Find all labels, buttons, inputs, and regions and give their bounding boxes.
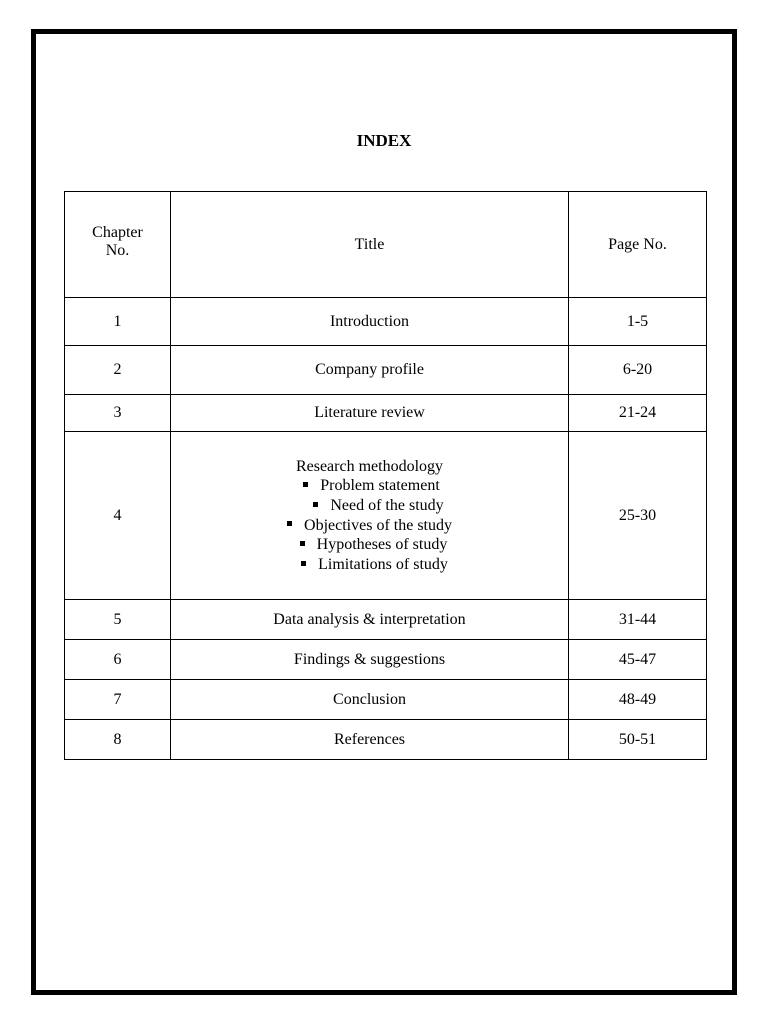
page-range: 45-47 bbox=[569, 640, 707, 680]
chapter-title: Research methodology bbox=[295, 457, 444, 475]
subitem bbox=[291, 476, 452, 496]
page-range: 25-30 bbox=[569, 432, 707, 600]
bullet-icon bbox=[313, 502, 318, 507]
table-row bbox=[65, 680, 707, 720]
page-title: INDEX bbox=[356, 131, 412, 150]
table-row bbox=[65, 720, 707, 760]
subitem bbox=[305, 496, 452, 516]
header-title-label: Title bbox=[354, 235, 385, 253]
table-header-row bbox=[65, 192, 707, 298]
page-range: 1-5 bbox=[569, 298, 707, 346]
page-range: 48-49 bbox=[569, 680, 707, 720]
table-row bbox=[65, 395, 707, 432]
chapter-title-cell bbox=[171, 432, 569, 600]
header-chapter-cell bbox=[65, 192, 171, 298]
table-row bbox=[65, 298, 707, 346]
subitem-label: Objectives of the study bbox=[304, 516, 452, 534]
page-range: 6-20 bbox=[569, 346, 707, 395]
chapter-title: References bbox=[171, 720, 569, 760]
table-row bbox=[65, 600, 707, 640]
table-row bbox=[65, 432, 707, 600]
chapter-number: 2 bbox=[65, 346, 171, 395]
index-table bbox=[64, 191, 707, 760]
subitem bbox=[295, 535, 452, 555]
header-page-label: Page No. bbox=[608, 235, 667, 253]
chapter-title: Literature review bbox=[171, 395, 569, 432]
table-row bbox=[65, 640, 707, 680]
bullet-icon bbox=[303, 482, 308, 487]
chapter-number: 1 bbox=[65, 298, 171, 346]
chapter-number: 5 bbox=[65, 600, 171, 640]
page-range: 50-51 bbox=[569, 720, 707, 760]
header-title-cell bbox=[171, 192, 569, 298]
chapter-title: Company profile bbox=[171, 346, 569, 395]
subitem-label: Limitations of study bbox=[318, 555, 448, 573]
header-chapter-label: Chapter No. bbox=[92, 224, 143, 259]
subitem bbox=[287, 516, 452, 536]
page-range: 31-44 bbox=[569, 600, 707, 640]
chapter-number: 4 bbox=[65, 432, 171, 600]
chapter-number: 7 bbox=[65, 680, 171, 720]
chapter-number: 8 bbox=[65, 720, 171, 760]
chapter-title: Findings & suggestions bbox=[171, 640, 569, 680]
bullet-icon bbox=[287, 521, 292, 526]
page-range: 21-24 bbox=[569, 395, 707, 432]
bullet-icon bbox=[300, 541, 305, 546]
chapter-number: 6 bbox=[65, 640, 171, 680]
bullet-icon bbox=[301, 561, 306, 566]
subitem bbox=[297, 555, 452, 575]
table-row bbox=[65, 346, 707, 395]
chapter-title: Introduction bbox=[171, 298, 569, 346]
chapter-number: 3 bbox=[65, 395, 171, 432]
chapter-title: Data analysis & interpretation bbox=[171, 600, 569, 640]
methodology-block bbox=[287, 457, 452, 575]
header-page-cell bbox=[569, 192, 707, 298]
subitem-label: Problem statement bbox=[320, 477, 440, 495]
subitem-label: Need of the study bbox=[330, 496, 444, 514]
chapter-title: Conclusion bbox=[171, 680, 569, 720]
subitem-label: Hypotheses of study bbox=[316, 536, 448, 554]
